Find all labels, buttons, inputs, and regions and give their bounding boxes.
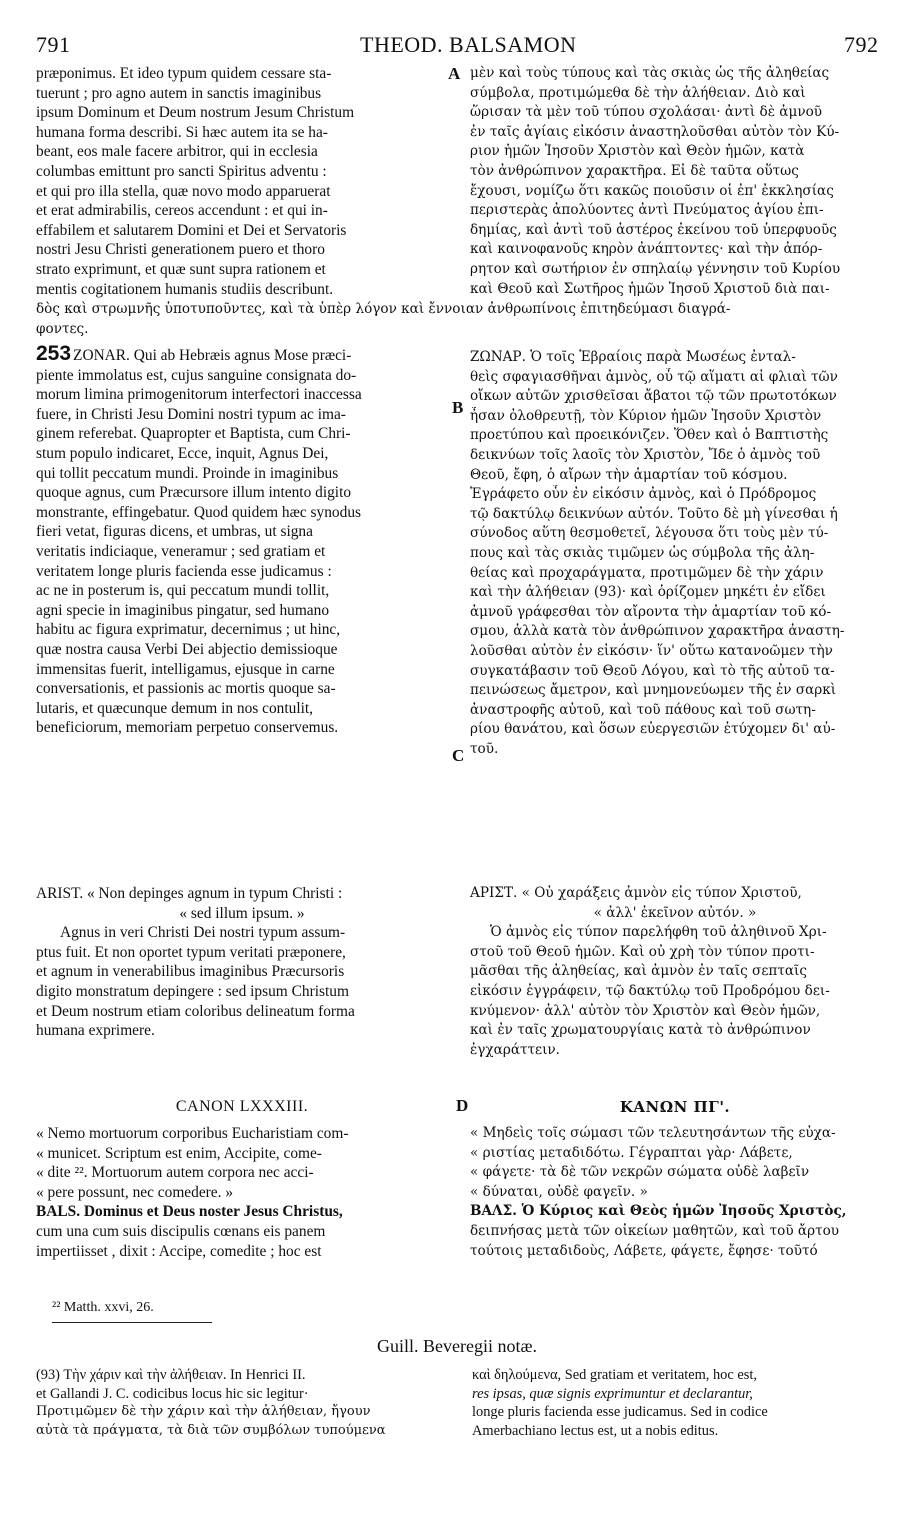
text-line: fuere, in Christi Jesu Domini nostri typum ac ima- (36, 405, 346, 423)
text-line: cum una cum suis discipulis cœnans eis panem (36, 1222, 326, 1240)
text-line: nostri Jesu Christi generationem puero et thoro (36, 241, 325, 259)
text-line: ptus fuit. Et non oportet typum veritati præponere, (36, 943, 346, 961)
text-line: αὐτὰ τὰ πράγματα, τὰ διὰ τῶν συμβόλων τυπούμενα (36, 1422, 386, 1438)
text-line: fieri vetat, figuras dicens, et umbras, ut signa (36, 523, 313, 541)
text-line: (93) Τὴν χάριν καὶ τὴν ἀλήθειαν. In Henrici II. (36, 1367, 306, 1383)
text-line: ΑΡΙΣΤ. « Οὐ χαράξεις ἀμνὸν εἰς τύπον Χριστοῦ, (470, 885, 802, 901)
notes-title: Guill. Beveregii notæ. (377, 1336, 537, 1356)
text-line: effabilem et salutarem Domini et Dei et Servatoris (36, 221, 347, 239)
text-line: mentis cogitationem humanis studiis describunt. (36, 280, 334, 298)
arist-greek (470, 884, 880, 1060)
text-line: beneficiorum, memoriam perpetuo conservemus. (36, 719, 339, 737)
text-line: « φάγετε· τὰ δὲ τῶν νεκρῶν σώματα οὐδὲ λαβεῖν (470, 1164, 810, 1181)
text-line: ὥρισαν τὰ μὲν τοῦ τύπου σχολάσαι· ἀντὶ δὲ ἀμνοῦ (470, 104, 823, 121)
text-line: τοῦ. (470, 740, 499, 757)
footnote-rule (52, 1322, 212, 1323)
text-line: καὶ Θεοῦ καὶ Σωτῆρος ἡμῶν Ἰησοῦ Χριστοῦ διὰ παι- (470, 280, 830, 297)
canon-title-latin: CANON LXXXIII. (175, 1098, 309, 1115)
text-line: longe pluris facienda esse judicamus. Sed in codice (472, 1404, 768, 1420)
text-line: piente immolatus est, cujus sanguine consignata do- (36, 366, 357, 384)
running-title: THEOD. BALSAMON (360, 32, 577, 57)
text-line: præponimus. Et ideo typum quidem cessare sta- (36, 65, 332, 82)
text-line: veritatis indiciaque, veneramur ; sed gratiam et (36, 542, 326, 560)
text-line: καὶ τὴν ἀλήθειαν (93)· καὶ ὁρίζομεν μηκέτι ἐν εἴδει (470, 584, 826, 601)
text-line: quoque agnus, cum Præcursore illum intento digito (36, 484, 352, 502)
notes-left (36, 1366, 456, 1440)
text-line: ἦσαν ὀλοθρευτῇ, τὸν Κύριον ἡμῶν Ἰησοῦν Χριστὸν (470, 407, 822, 424)
text-line: « sed illum ipsum. » (179, 904, 305, 922)
text-line: ΒΑΛΣ. Ὁ Κύριος καὶ Θεὸς ἡμῶν Ἰησοῦς Χριστὸς, (470, 1203, 847, 1220)
text-line: BALS. Dominus et Deus noster Jesus Christus, (36, 1203, 343, 1221)
text-line: καὶ δηλούμενα, Sed gratiam et veritatem, hoc est, (472, 1367, 757, 1383)
text-line: δὸς καὶ στρωμνῆς ὑποτυποῦντες, καὶ τὰ ὑπὲρ λόγον καὶ ἔννοιαν ἀνθρωπίνοις ἐπιτηδεύμασι διαγρά- (36, 301, 731, 317)
text-line: Agnus in veri Christi Dei nostri typum assum- (60, 924, 346, 942)
canon-title-greek: ΚΑΝΩΝ ΠΓ'. (619, 1098, 731, 1116)
page-number-left: 791 (36, 32, 71, 57)
text-line: digito monstratum depingere : sed ipsum Christum (36, 982, 349, 1000)
text-line: ἐγχαράττειν. (470, 1041, 561, 1058)
text-line: πεινώσεως ἄμετρον, καὶ μνημονεύωμεν τῆς ἐν σαρκὶ (470, 682, 837, 699)
text-line: τὸν ἀνθρώπινον χαρακτῆρα. Εἰ δὲ ταῦτα οὕτως (470, 162, 799, 179)
text-line: προετύπου καὶ προεικόνιζεν. Ὅθεν καὶ ὁ Βαπτιστὴς (470, 427, 829, 444)
text-line: σύνοδος αὕτη θεσμοθετεῖ, λέγουσα ὅτι τοὺς μὲν τύ- (470, 525, 829, 542)
text-line: ARIST. « Non depinges agnum in typum Christi : (36, 885, 343, 902)
text-line: humana exprimere. (36, 1022, 155, 1040)
text-line: ρητον καὶ σωτήριον ἐν σπηλαίῳ γέννησιν τοῦ Κυρίου (470, 260, 841, 277)
text-line: « municet. Scriptum est enim, Accipite, come- (36, 1144, 322, 1162)
text-line: μὲν καὶ τοὺς τύπους καὶ τὰς σκιὰς ὡς τῆς ἀληθείας (470, 65, 830, 81)
text-line: columbas emittunt pro sancti Spiritus adventu : (36, 162, 327, 180)
text-line: θείας καὶ προχαράγματα, προτιμῶμεν δὲ τὴν χάριν (470, 564, 824, 581)
text-line: immensitas fuerit, intelligamus, ejusque in carne (36, 660, 335, 678)
text-line: morum limina primogenitorum interfectori inaccessa (36, 386, 362, 404)
page-number-right: 792 (844, 32, 879, 57)
canon-greek (470, 1124, 880, 1261)
marker-d: D (456, 1096, 469, 1115)
text-line: humana forma describi. Si hæc autem ita se ha- (36, 123, 328, 141)
text-line: qui tollit peccatum mundi. Proinde in imaginibus (36, 464, 339, 482)
text-line: εἰκόσιν ἐγγράφειν, τῷ δακτύλῳ τοῦ Προδρόμου δει- (470, 982, 830, 999)
text-line: ριον ἡμῶν Ἰησοῦν Χριστὸν καὶ Θεὸν ἡμῶν, κατὰ (470, 143, 805, 160)
text-line: « ἀλλ' ἐκεῖνον αὐτόν. » (593, 904, 757, 921)
text-line: δημίας, καὶ ἀντὶ τοῦ ἀστέρος ἐκείνου τοῦ ὑπερφυοῦς (470, 221, 837, 238)
text-line: « ριστίας μεταδιδότω. Γέγραπται γὰρ· Λάβετε, (470, 1144, 793, 1161)
canon-latin (36, 1124, 448, 1261)
text-line: κνύμενον· ἀλλ' αὐτὸν τὸν Χριστὸν καὶ Θεὸν ἡμῶν, (470, 1002, 821, 1019)
text-line: πους καὶ τὰς σκιὰς τιμῶμεν ὡς σύμβολα τῆς ἀλη- (470, 544, 815, 561)
text-line: λοῦσθαι αὐτὸν ἐν εἰκόσιν· ἵν' οὕτω κατανοῶμεν τὴν (470, 642, 833, 659)
text-line: veritatem longe pluris facienda esse judicamus : (36, 562, 332, 580)
text-line: ἐν ταῖς ἁγίαις εἰκόσιν ἀναστηλοῦσθαι αὐτὸν τὸν Κύ- (470, 123, 840, 140)
text-line: strato exprimunt, et quæ sunt supra rationem et (36, 260, 326, 278)
chapter-number: 253 (36, 344, 72, 365)
text-line: φοντες. (36, 320, 89, 337)
arist-latin (36, 884, 448, 1041)
text-line: et qui pro illa stella, quæ novo modo apparuerat (36, 182, 331, 200)
zonaras-latin (36, 344, 448, 738)
text-line: habitu ac figura exprimatur, decernimus ; ut hinc, (36, 621, 341, 639)
text-line: ginem referebat. Quapropter et Baptista, cum Chri- (36, 425, 351, 443)
text-line: quæ nostra causa Verbi Dei abjectio demissioque (36, 640, 338, 658)
text-line: στοῦ τοῦ Θεοῦ ἡμῶν. Καὶ οὐ χρὴ τὸν τύπον προτι- (470, 943, 815, 960)
text-line: ἔχουσι, νομίζω ὅτι κακῶς ποιοῦσιν οἱ ἐπ' ἐκκλησίας (470, 182, 834, 199)
text-line: καὶ ἐν ταῖς χρωματουργίαις κατὰ τὸ ἀνθρώπινον (470, 1022, 811, 1039)
text-line: μᾶσθαι τῆς ἀληθείας, καὶ ἀμνὸν ἐν ταῖς σεπταῖς (470, 963, 807, 980)
text-line-content: ZONAR. Qui ab Hebræis agnus Mose præci- (73, 347, 352, 364)
text-line: θεὶς σφαγιασθῆναι ἀμνὸς, οὗ τῷ αἵματι αἱ φλιαὶ τῶν (470, 368, 838, 385)
text-line: res ipsas, quæ signis exprimuntur et declarantur, (472, 1385, 753, 1402)
text-line: σμου, ἀλλὰ κατὰ τὸν ἀνθρώπινον χαρακτῆρα ἀναστη- (470, 623, 845, 640)
zonaras-greek (470, 348, 880, 759)
left-top-text (36, 64, 444, 299)
text-line: beant, eos male facere arbitror, qui in ecclesia (36, 143, 318, 161)
marker-b: B (452, 398, 464, 417)
text-line: ἀναστροφῆς αὐτοῦ, καὶ τοῦ πάθους καὶ τοῦ σωτη- (470, 701, 816, 718)
text-line: Προτιμῶμεν δὲ τὴν χάριν καὶ τὴν ἀλήθειαν, ἤγουν (36, 1404, 371, 1419)
text-line: tuerunt ; pro agno autem in sanctis imaginibus (36, 84, 322, 102)
text-line: « δύναται, οὐδὲ φαγεῖν. » (470, 1183, 648, 1200)
text-line: stum populo indicaret, Ecce, inquit, Agnus Dei, (36, 444, 329, 462)
text-line: lutaris, et quæcunque demum in nos contulit, (36, 699, 313, 717)
footnote: ²² Matth. xxvi, 26. (52, 1300, 154, 1315)
text-line: « Nemo mortuorum corporibus Eucharistiam com- (36, 1125, 349, 1142)
text-line: ac ne in posterum is, qui peccatum mundi tollit, (36, 582, 330, 600)
text-line: Amerbachiano lectus est, ut a nobis editus. (472, 1422, 719, 1439)
text-line: Ὁ ἀμνὸς εἰς τύπον παρελήφθη τοῦ ἀληθινοῦ Χρι- (490, 924, 827, 941)
text-line: impertiisset , dixit : Accipe, comedite ; hoc est (36, 1242, 322, 1260)
text-line: Ἐγράφετο οὖν ἐν εἰκόσιν ἀμνὸς, καὶ ὁ Πρόδρομος (470, 486, 817, 503)
text-line: περιστερὰς ἀπολύοντες ἀντὶ Πνεύματος ἁγίου ἐπι- (470, 202, 824, 219)
text-line: ΖΩΝΑΡ. Ὁ τοῖς Ἑβραίοις παρὰ Μωσέως ἐνταλ- (470, 349, 796, 365)
text-line: « pere possunt, nec comedere. » (36, 1183, 234, 1201)
text-line: σύμβολα, προτιμώμεθα δὲ τὴν ἀλήθειαν. Διὸ καὶ (470, 84, 806, 101)
right-top-text (470, 64, 880, 299)
text-line: συγκατάβασιν τοῦ Θεοῦ Λόγου, καὶ τὸ τῆς αὐτοῦ τα- (470, 662, 835, 679)
text-line: et agnum in venerabilibus imaginibus Præcursoris (36, 963, 345, 981)
text-line: conversationis, et passionis ac mortis quoque sa- (36, 680, 336, 698)
text-line: agni specie in imaginibus pingatur, sed humano (36, 601, 330, 619)
notes-right (472, 1366, 882, 1440)
text-line: ἀμνοῦ γράφεσθαι τὸν αἴροντα τὴν ἁμαρτίαν τοῦ κό- (470, 603, 832, 620)
text-line: οἴκων αὐτῶν χρισθεῖσαι ἄβατοι τῷ τῶν πρωτοτόκων (470, 388, 837, 405)
text-line: et Deum nostrum etiam coloribus delineatum forma (36, 1002, 355, 1020)
text-line: « Μηδεὶς τοῖς σώμασι τῶν τελευτησάντων τῆς εὐχα- (470, 1125, 836, 1141)
text-line: καὶ καινοφανοῦς κηρὸν ἀνάπτοντες· καὶ τὴν ἀπόρ- (470, 241, 823, 258)
marker-c: C (452, 746, 465, 765)
text-line: et Gallandi J. C. codicibus locus hic sic legitur· (36, 1385, 309, 1402)
marker-a: A (448, 64, 461, 83)
text-line: monstrante, effingebatur. Quod quidem hæc synodus (36, 503, 362, 521)
text-line: τούτοις μεταδιδοὺς, Λάβετε, φάγετε, ἔφησε· τοῦτό (470, 1242, 818, 1259)
text-line: δεικνύων τοῖς λαοῖς τὸν Χριστὸν, Ἴδε ὁ ἀμνὸς τοῦ (470, 446, 821, 463)
text-line: τῷ δακτύλῳ δεικνύων αὐτόν. Τοῦτο δὲ μὴ γίνεσθαι ἡ (470, 505, 838, 522)
text-line (36, 344, 448, 366)
text-line: « dite ²². Mortuorum autem corpora nec acci- (36, 1164, 314, 1182)
text-line: δειπνήσας μετὰ τῶν οἰκείων μαθητῶν, καὶ τοῦ ἄρτου (470, 1222, 840, 1239)
text-line: ipsum Dominum et Deum nostrum Jesum Christum (36, 104, 355, 122)
text-line: et erat admirabilis, cereos accendunt : et qui in- (36, 202, 328, 220)
text-line: ρίου θανάτου, καὶ ὅσων εὐεργεσιῶν ἐτύχομεν δι' αὐ- (470, 721, 836, 738)
full-width-greek (36, 300, 880, 339)
text-line: Θεοῦ, ἔφη, ὁ αἴρων τὴν ἁμαρτίαν τοῦ κόσμου. (470, 466, 788, 483)
